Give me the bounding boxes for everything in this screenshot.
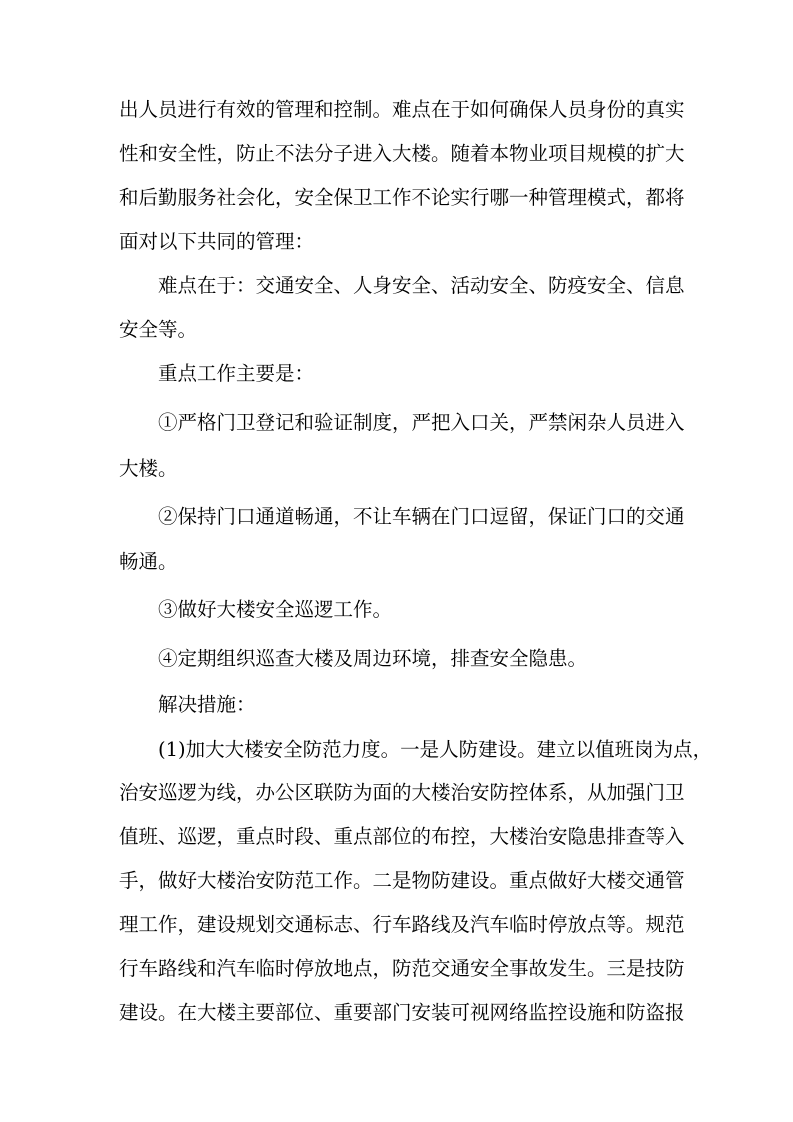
- text-line: 面对以下共同的管理：: [119, 230, 315, 253]
- text-line: 性和安全性，防止不法分子进入大楼。随着本物业项目规模的扩大: [119, 142, 685, 165]
- text-line: 行车路线和汽车临时停放地点，防范交通安全事故发生。三是技防: [119, 957, 685, 980]
- text-line: 畅通。: [119, 550, 178, 573]
- list-item: ①严格门卫登记和验证制度，严把入口关，严禁闲杂人员进入: [158, 411, 685, 434]
- text-line: 重点工作主要是：: [158, 362, 315, 385]
- text-line: 理工作，建设规划交通标志、行车路线及汽车临时停放点等。规范: [119, 913, 685, 936]
- text-line: 手，做好大楼治安防范工作。二是物防建设。重点做好大楼交通管: [119, 869, 685, 892]
- list-item: ③做好大楼安全巡逻工作。: [158, 598, 393, 621]
- text-line: 出人员进行有效的管理和控制。难点在于如何确保人员身份的真实: [119, 98, 685, 121]
- text-line: 难点在于：交通安全、人身安全、活动安全、防疫安全、信息: [158, 274, 685, 297]
- text-line: 大楼。: [119, 457, 178, 480]
- text-line: 治安巡逻为线，办公区联防为面的大楼治安防控体系，从加强门卫: [119, 781, 685, 804]
- text-line: (1)加大大楼安全防范力度。一是人防建设。建立以值班岗为点，: [158, 738, 713, 761]
- text-line: 和后勤服务社会化，安全保卫工作不论实行哪一种管理模式，都将: [119, 186, 685, 209]
- text-line: 值班、巡逻，重点时段、重点部位的布控，大楼治安隐患排查等入: [119, 825, 685, 848]
- text-line: 建设。在大楼主要部位、重要部门安装可视网络监控设施和防盗报: [119, 1001, 685, 1024]
- list-item: ②保持门口通道畅通，不让车辆在门口逗留，保证门口的交通: [158, 505, 685, 528]
- text-line: 安全等。: [119, 318, 198, 341]
- section-heading: 解决措施：: [158, 693, 256, 716]
- list-item: ④定期组织巡查大楼及周边环境，排查安全隐患。: [158, 647, 588, 670]
